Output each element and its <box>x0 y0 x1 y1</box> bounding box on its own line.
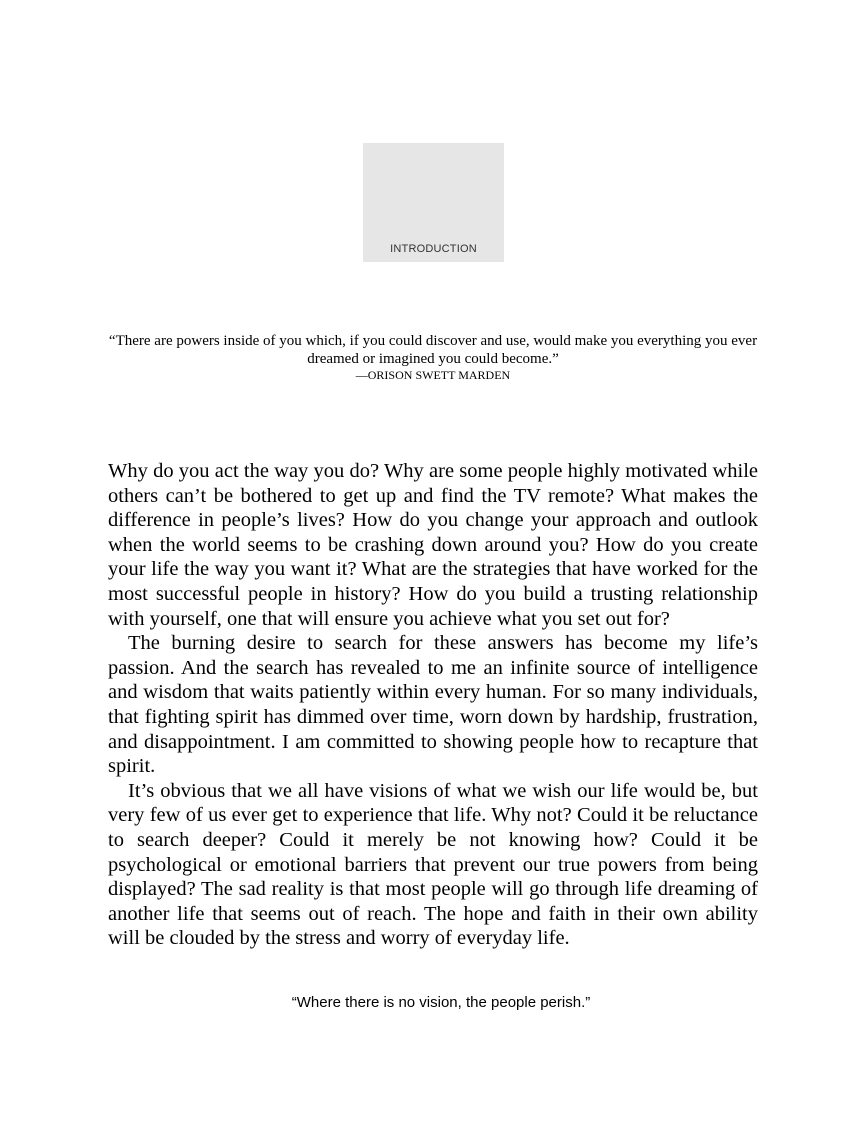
epigraph-quote: “There are powers inside of you which, if you could discover and use, would make you everything you ever dreamed or imagined you could become.” <box>108 333 758 367</box>
body-paragraph: Why do you act the way you do? Why are some people highly motivated while others can’t be bothered to get up and find the TV remote? What makes the difference in people’s lives? How do you change your approach and outlook when the world seems to be crashing down around you? How do you create your life the way you want it? What are the strategies that have worked for the most successful people in history? How do you build a trusting relationship with yourself, one that will ensure you achieve what you set out for? <box>108 460 758 630</box>
chapter-label: INTRODUCTION <box>390 243 477 255</box>
body-paragraph: It’s obvious that we all have visions of what we wish our life would be, but very few of us ever get to experience that life. Why not? Could it be reluctance to search deeper? Could it merely be not knowing how? Could it be psychological or emotional barriers that prevent our true powers from being displayed? The sad reality is that most people will go through life dreaming of another life that seems out of reach. The hope and faith in their own ability will be clouded by the stress and worry of everyday life. <box>108 779 758 950</box>
body-text <box>108 459 758 951</box>
closing-quote: “Where there is no vision, the people perish.” <box>291 994 591 1011</box>
epigraph-attribution: —ORISON SWETT MARDEN <box>355 368 511 382</box>
chapter-header-box <box>363 143 504 262</box>
body-paragraph: The burning desire to search for these answers has become my life’s passion. And the search has revealed to me an infinite source of intelligence and wisdom that waits patiently within every human. For so many individuals, that fighting spirit has dimmed over time, worn down by hardship, frustration, and disappointment. I am committed to showing people how to recapture that spirit. <box>108 632 758 778</box>
epigraph <box>108 332 758 382</box>
